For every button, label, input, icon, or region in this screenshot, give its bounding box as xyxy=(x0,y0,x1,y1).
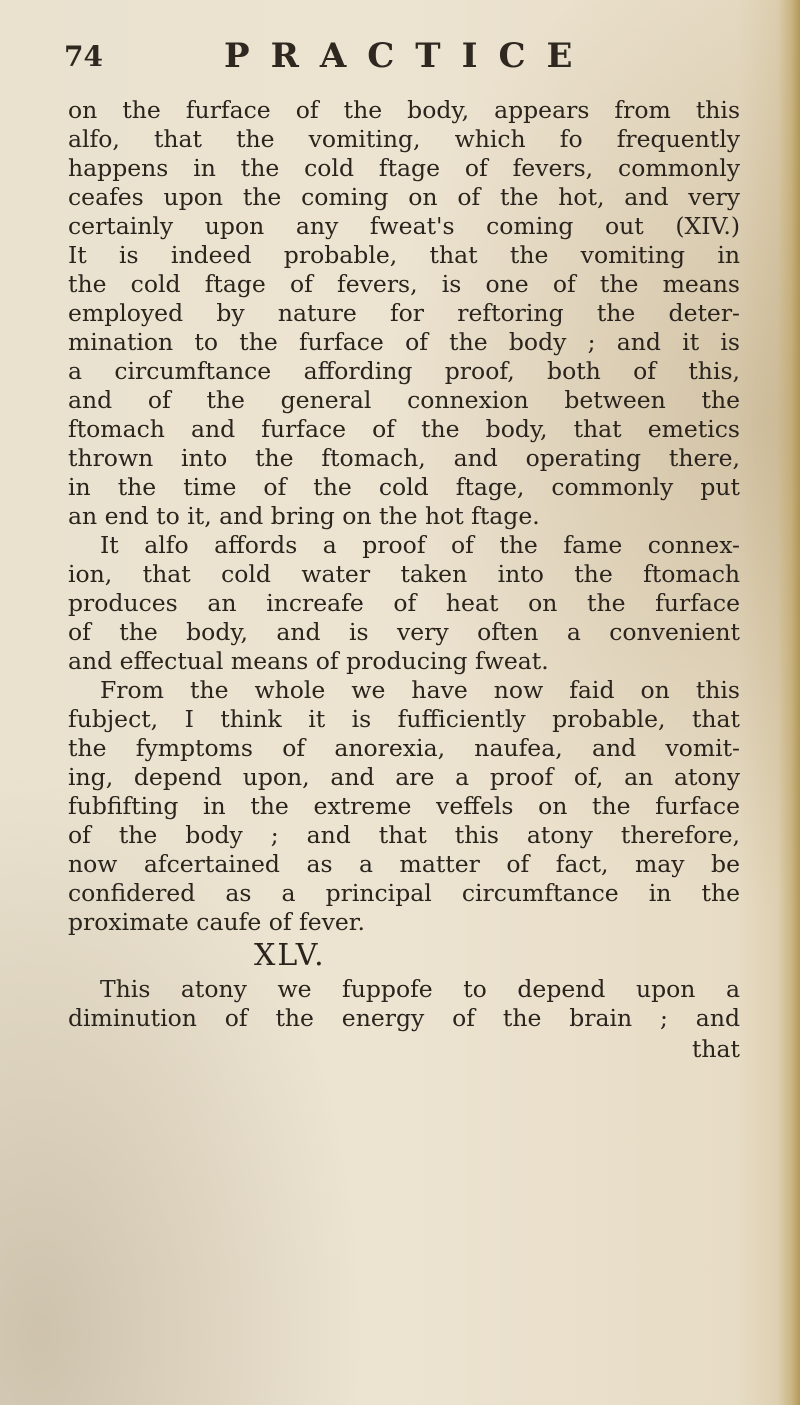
text-line: mination to the furface of the body ; and it is xyxy=(68,328,740,356)
paragraph-2 xyxy=(68,531,740,676)
text-line: proximate caufe of fever. xyxy=(68,908,365,936)
body-text xyxy=(68,96,740,1065)
text-line: thrown into the ftomach, and operating there, xyxy=(68,444,740,472)
text-line: an end to it, and bring on the hot ftage. xyxy=(68,502,540,530)
text-line: the fymptoms of anorexia, naufea, and vomit- xyxy=(68,734,740,762)
text-line: It alfo affords a proof of the fame connex- xyxy=(100,531,740,559)
paragraph-3 xyxy=(68,676,740,937)
text-line: of the body ; and that this atony therefore, xyxy=(68,821,740,849)
text-line: fubfifting in the extreme veffels on the furface xyxy=(68,792,740,820)
text-line: produces an increafe of heat on the furface xyxy=(68,589,740,617)
text-line: confidered as a principal circumftance in the xyxy=(68,879,740,907)
text-line: of the body, and is very often a convenient xyxy=(68,618,740,646)
text-line: diminution of the energy of the brain ; and xyxy=(68,1004,740,1032)
page-header xyxy=(64,34,764,84)
text-line: This atony we fuppofe to depend upon a xyxy=(100,975,740,1003)
text-line: From the whole we have now faid on this xyxy=(100,676,740,704)
text-line: in the time of the cold ftage, commonly put xyxy=(68,473,740,501)
catchword: that xyxy=(691,1035,740,1063)
page-number: 74 xyxy=(64,40,103,73)
text-line: a circumftance affording proof, both of this, xyxy=(68,357,740,385)
text-line: the cold ftage of fevers, is one of the means xyxy=(68,270,740,298)
text-line: employed by nature for reftoring the deter- xyxy=(68,299,740,327)
text-line: alfo, that the vomiting, which fo frequently xyxy=(68,125,740,153)
text-line: ftomach and furface of the body, that emetics xyxy=(68,415,740,443)
text-line: certainly upon any fweat's coming out (XIV.) xyxy=(68,212,740,240)
text-line: and of the general connexion between the xyxy=(68,386,740,414)
text-line: ing, depend upon, and are a proof of, an atony xyxy=(68,763,740,791)
text-line: ceafes upon the coming on of the hot, and very xyxy=(68,183,740,211)
paragraph-1 xyxy=(68,96,740,531)
text-line: fubject, I think it is fufficiently probable, that xyxy=(68,705,740,733)
text-line: ion, that cold water taken into the ftomach xyxy=(68,560,740,588)
text-line: and effectual means of producing fweat. xyxy=(68,647,549,675)
section-heading: XLV. xyxy=(254,938,326,973)
text-line: happens in the cold ftage of fevers, commonly xyxy=(68,154,740,182)
text-line: now afcertained as a matter of fact, may be xyxy=(68,850,740,878)
text-line: It is indeed probable, that the vomiting in xyxy=(68,241,740,269)
text-line: on the furface of the body, appears from this xyxy=(68,96,740,124)
page-edge-shading xyxy=(778,0,800,1405)
paragraph-4 xyxy=(68,975,740,1033)
running-head: PRACTICE xyxy=(224,36,594,76)
